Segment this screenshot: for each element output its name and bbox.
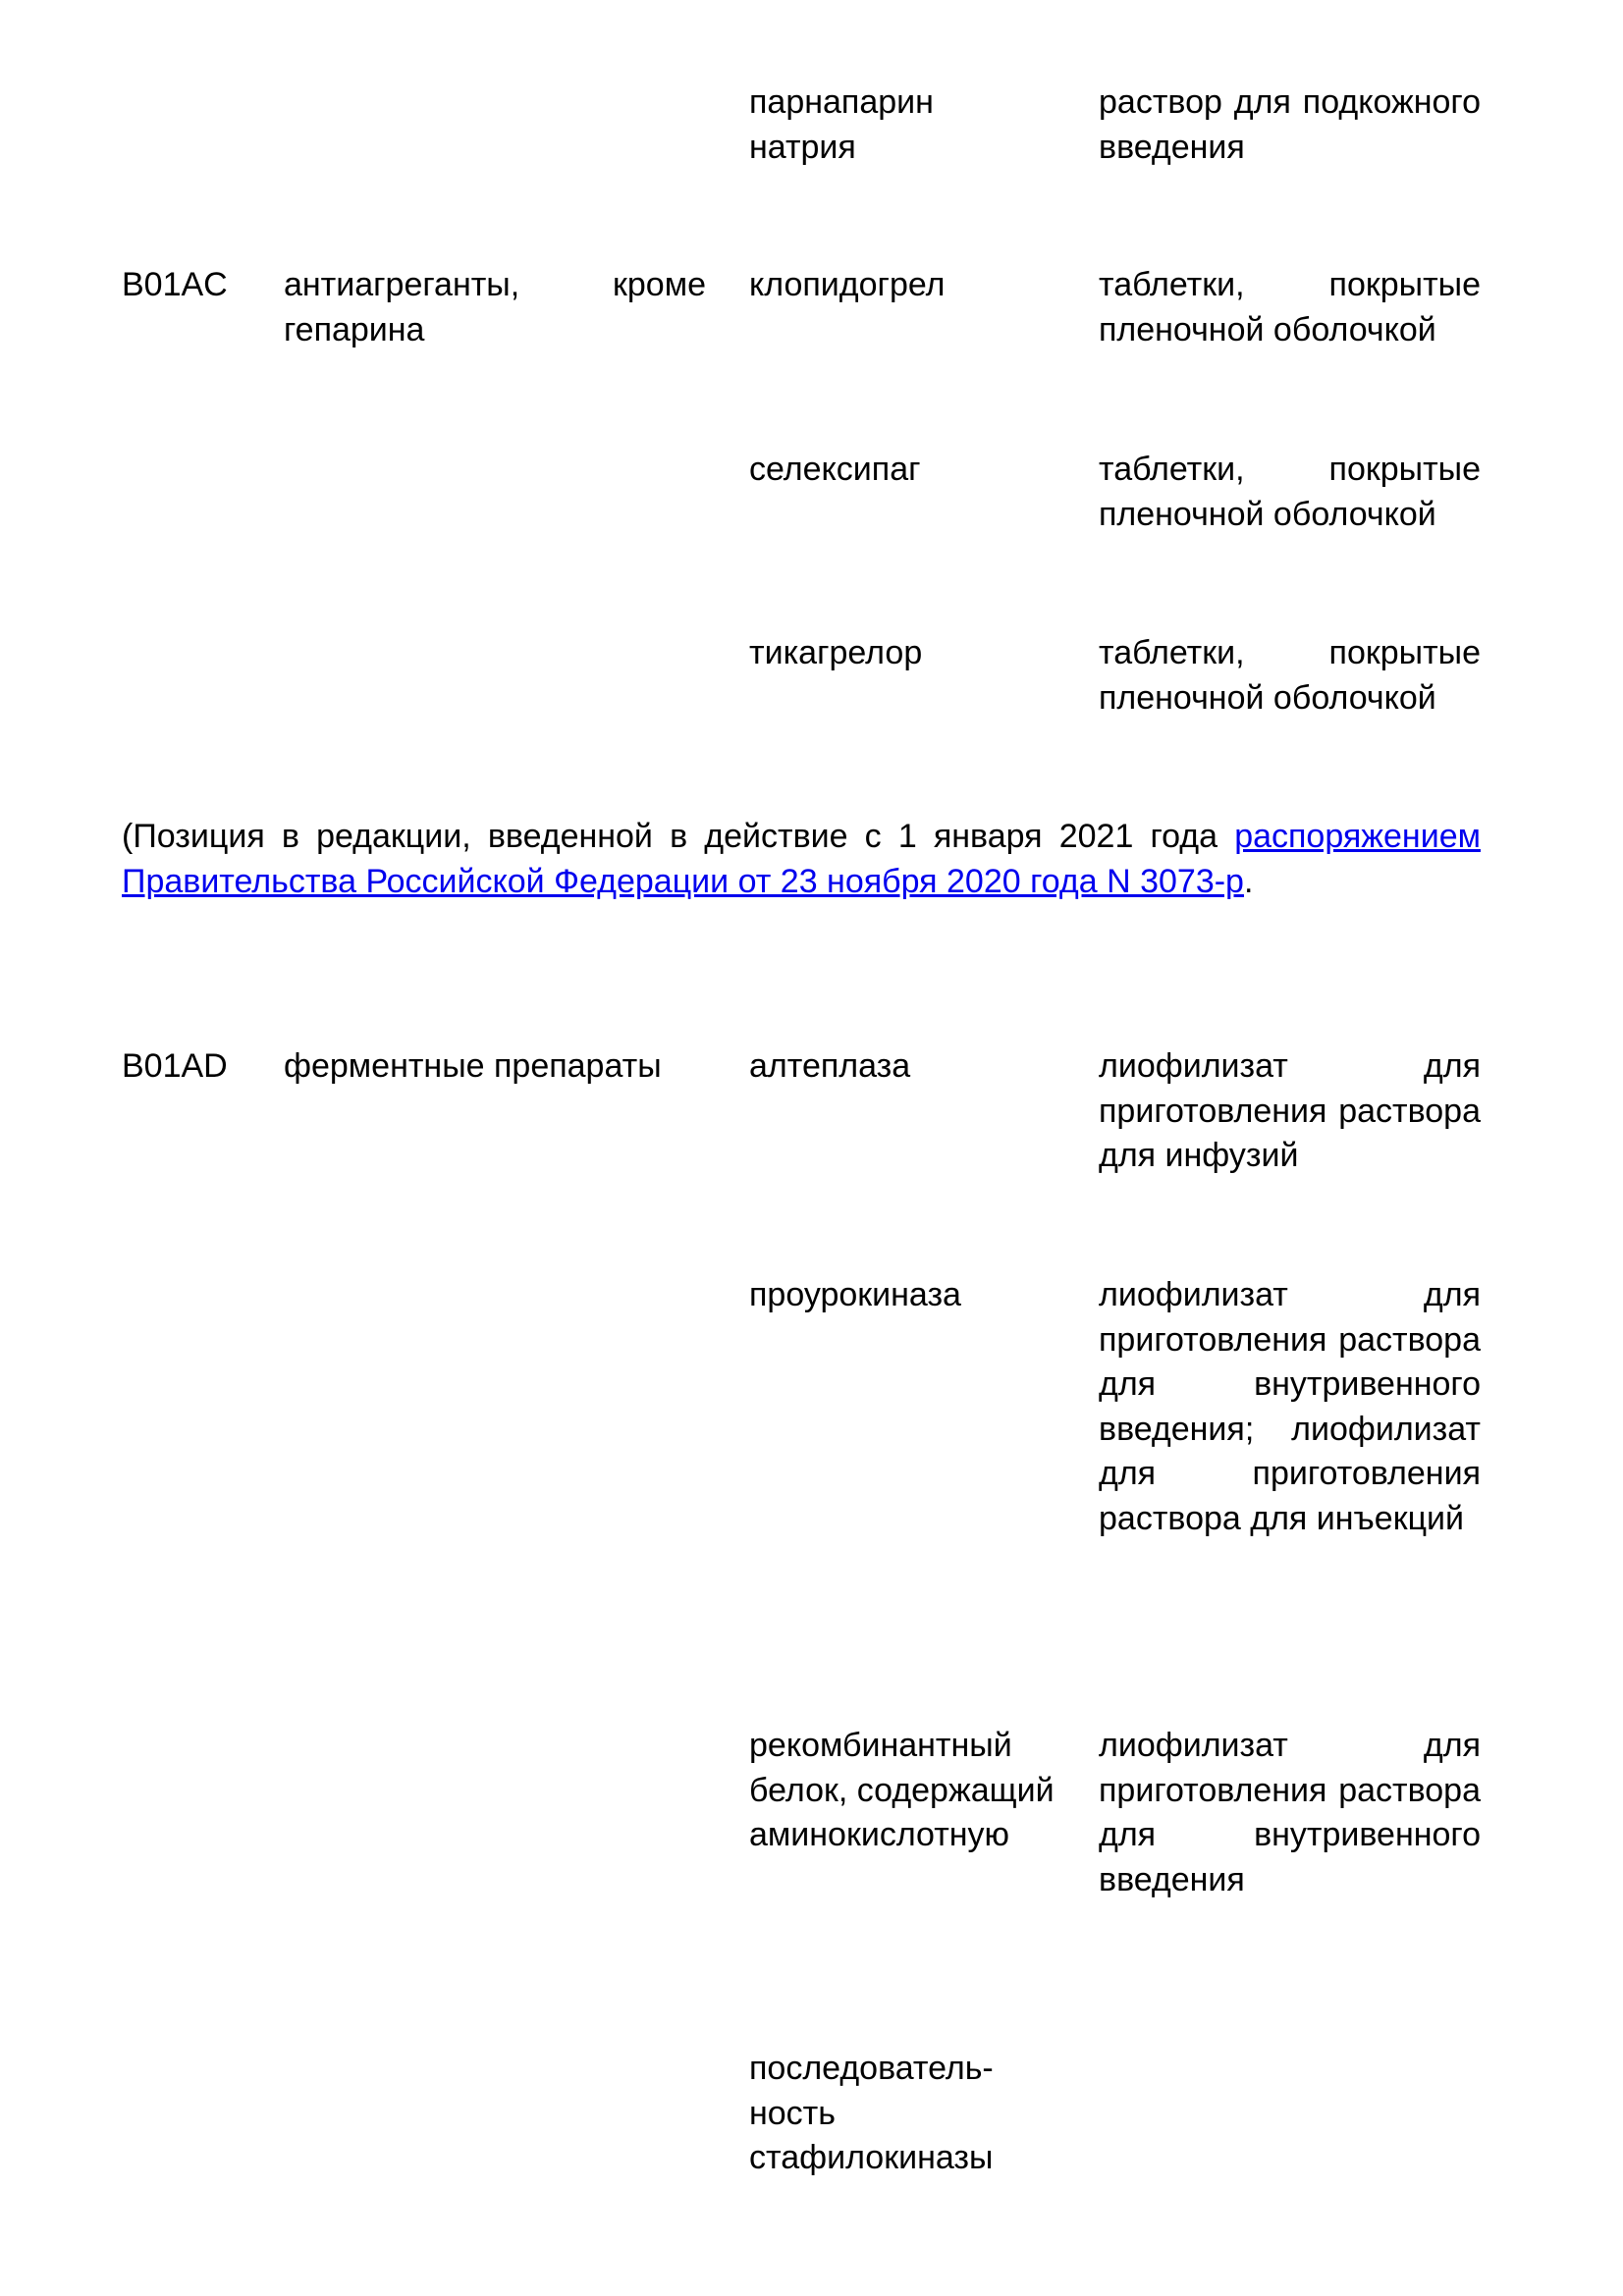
pharmacological-group: ферментные препараты	[284, 1047, 662, 1085]
dosage-form: раствор для подкожного введения	[1099, 83, 1481, 166]
decree-link[interactable]: распоряжением Правительства Российской Федерации от 23 ноября 2020 года N 3073-р	[122, 818, 1481, 900]
atc-code: B01AC	[122, 266, 228, 303]
revision-note-end: .	[1243, 862, 1254, 900]
atc-code: B01AD	[122, 1047, 228, 1085]
dosage-form: лиофилизат для приготовления раствора для инфузий	[1099, 1047, 1481, 1174]
dosage-form: лиофилизат для приготовления раствора для внутривенного введения; лиофилизат для приготовления раствора для инъекций	[1099, 1276, 1481, 1537]
dosage-form: лиофилизат для приготовления раствора для внутривенного введения	[1099, 1727, 1481, 1898]
revision-note	[122, 815, 1481, 904]
drug-name: проурокиназа	[749, 1276, 961, 1313]
drug-name: алтеплаза	[749, 1047, 911, 1085]
drug-name-line: ность	[749, 2094, 836, 2132]
drug-name: рекомбинантный белок, содержащий аминокислотную	[749, 1727, 1055, 1853]
dosage-form: таблетки, покрытые пленочной оболочкой	[1099, 266, 1481, 348]
drug-name-line: последователь-	[749, 2050, 994, 2087]
revision-note-text: (Позиция в редакции, введенной в действие с 1 января 2021 года	[122, 818, 1235, 855]
drug-name	[749, 2047, 1044, 2181]
drug-name: селексипаг	[749, 451, 921, 488]
dosage-form: таблетки, покрытые пленочной оболочкой	[1099, 451, 1481, 533]
drug-name: тикагрелор	[749, 634, 923, 671]
drug-name: клопидогрел	[749, 266, 946, 303]
drug-name: парнапарин натрия	[749, 83, 934, 166]
drug-name-line: стафилокиназы	[749, 2139, 994, 2176]
pharmacological-group: антиагреганты, кроме гепарина	[284, 266, 706, 348]
dosage-form: таблетки, покрытые пленочной оболочкой	[1099, 634, 1481, 717]
